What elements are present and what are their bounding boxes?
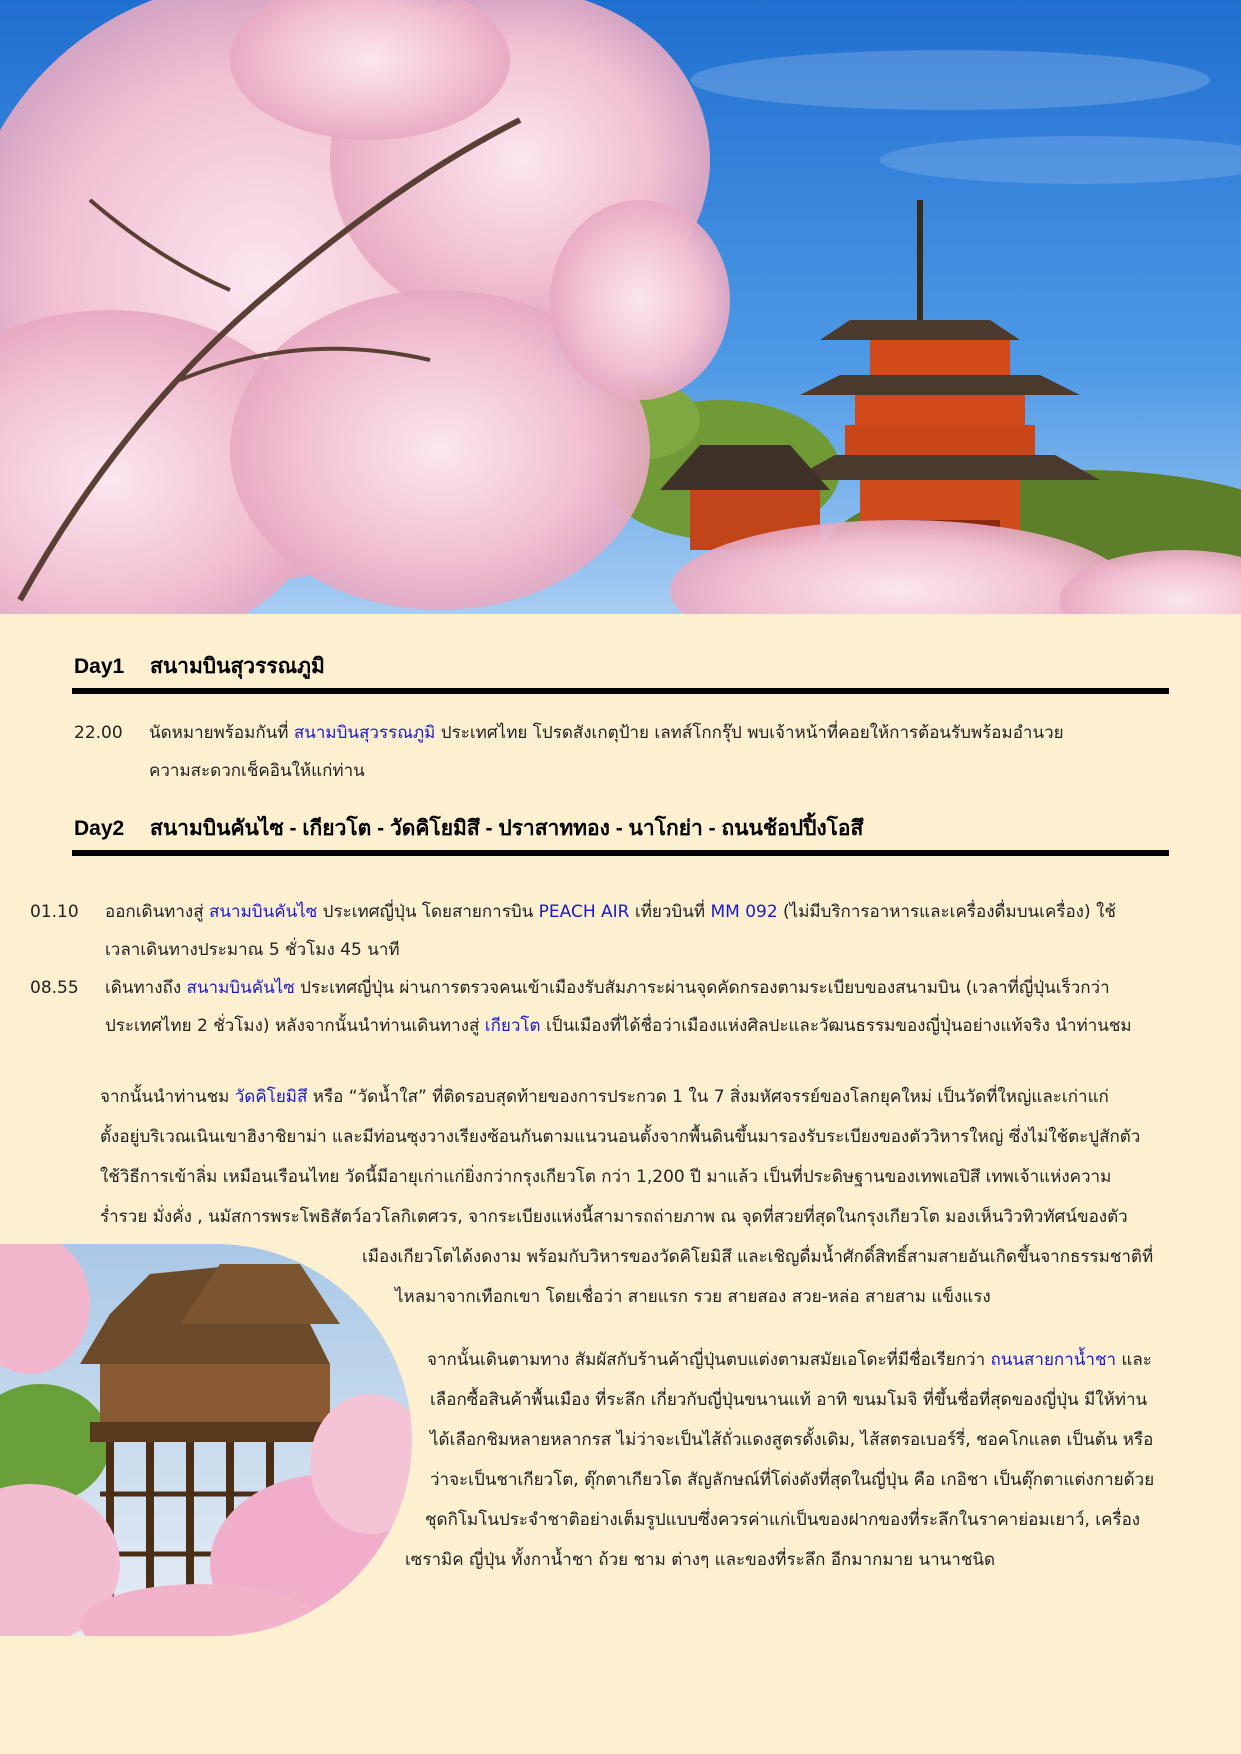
highlight-street: ถนนสายกาน้ำชา xyxy=(990,1350,1117,1370)
tea-road-description: จากนั้นเดินตามทาง สัมผัสกับร้านค้าญี่ปุ่นตบแต่งตามสมัยเอโดะที่มีชื่อเรียกว่า ถนนสายกาน้ำชา และ เลือกซื้อสินค้าพื้นเมือง ที่ระลึก เกี่ยวกับญี่ปุ่นขนานแท้ อาทิ ขนมโมจิ ที่ขึ้นชื่อที่สุดของญี่ปุ่น มีให้ท่าน ได้เลือกชิมหลายหลากรส ไม่ว่าจะเป็นไส้ถั่วแดงสูตรดั้งเดิม, ไส้สตรอเบอร์รี่, ชอคโกแลต เป็นต้น หรือ ว่าจะเป็นชาเกียวโต, ตุ๊กตาเกียวโต สัญลักษณ์ที่โด่งดังที่สุดในญี่ปุ่น คือ เกอิชา เป็นตุ๊กตาแต่งกายด้วย ชุดกิโมโนประจำชาติอย่างเต็มรูปแบบซึ่งควรค่าแก่เป็นของฝากของที่ระลึกในราคาย่อมเยาว์, เครื่อง เซรามิค ญี่ปุ่น ทั้งกาน้ำชา ถ้วย ชาม ต่างๆ และของที่ระลึก อีกมากมาย นานาชนิด xyxy=(405,1350,1155,1570)
highlight-flight: MM 092 xyxy=(710,902,778,922)
hero-cherry-blossom-pagoda-photo xyxy=(0,0,1241,614)
highlight-city: เกียวโต xyxy=(484,1016,541,1036)
highlight-place: สนามบินคันไซ xyxy=(209,902,318,922)
hero-image xyxy=(0,0,1241,614)
temple-photo-illustration xyxy=(0,1244,412,1636)
day1-entry-2200 xyxy=(74,714,1168,794)
day2-label: Day2 xyxy=(74,817,125,840)
entry-text: เดินทางถึง สนามบินคันไซ ประเทศญี่ปุ่น ผ่านการตรวจคนเข้าเมืองรับสัมภาระผ่านจุดคัดกรองตามระเบียบของสนามบิน (เวลาที่ญี่ปุ่นเร็วกว่า ประเทศไทย 2 ชั่วโมง) หลังจากนั้นนำท่านเดินทางสู่ เกียวโต เป็นเมืองที่ได้ชื่อว่าเมืองแห่งศิลปะและวัฒนธรรมของญี่ปุ่นอย่างแท้จริง นำท่านชม xyxy=(105,978,1132,1036)
entry-time: 08.55 xyxy=(30,978,79,998)
kiyomizu-temple-photo xyxy=(0,1244,412,1636)
day1-header xyxy=(74,650,1168,683)
highlight-airline: PEACH AIR xyxy=(538,902,630,922)
day1-label: Day1 xyxy=(74,655,125,678)
entry-text: ออกเดินทางสู่ สนามบินคันไซ ประเทศญี่ปุ่น โดยสายการบิน PEACH AIR เที่ยวบินที่ MM 092 (ไม่มีบริการอาหารและเครื่องดื่มบนเครื่อง) ใช้ เวลาเดินทางประมาณ 5 ชั่วโมง 45 นาที xyxy=(105,902,1116,960)
highlight-place: สนามบินสุวรรณภูมิ xyxy=(293,723,436,743)
day2-entry-0110 xyxy=(30,893,1196,973)
entry-time: 01.10 xyxy=(30,902,79,922)
day1-divider xyxy=(72,688,1169,694)
highlight-temple: วัดคิโยมิสึ xyxy=(234,1087,308,1107)
day1-title: สนามบินสุวรรณภูมิ xyxy=(150,655,325,678)
entry-time: 22.00 xyxy=(74,723,123,743)
highlight-place: สนามบินคันไซ xyxy=(186,978,295,998)
day2-divider xyxy=(72,850,1169,856)
entry-text: นัดหมายพร้อมกันที่ สนามบินสุวรรณภูมิ ประเทศไทย โปรดสังเกตุป้าย เลทส์โกกรุ๊ป พบเจ้าหน้าที่คอยให้การต้อนรับพร้อมอำนวย ความสะดวกเช็คอินให้แก่ท่าน xyxy=(149,723,1064,781)
day2-title: สนามบินคันไซ - เกียวโต - วัดคิโยมิสึ - ปราสาททอง - นาโกย่า - ถนนช้อปปิ้งโอสึ xyxy=(150,817,864,840)
day2-header xyxy=(74,812,1168,845)
kiyomizu-description: จากนั้นนำท่านชม วัดคิโยมิสึ หรือ “วัดน้ำใส” ที่ติดรอบสุดท้ายของการประกวด 1 ใน 7 สิ่งมหัศจรรย์ของโลกยุคใหม่ เป็นวัดที่ใหญ่และเก่าแก่ ตั้งอยู่บริเวณเนินเขาฮิงาชิยาม่า และมีท่อนซุงวางเรียงซ้อนกันตามแนวนอนตั้งจากพื้นดินขึ้นมารองรับระเบียงของตัววิหารใหญ่ ซึ่งไม่ใช้ตะปูสักตัว ใช้วิธีการเข้าลิ่ม เหมือนเรือนไทย วัดนี้มีอายุเก่าแก่ยิ่งกว่ากรุงเกียวโต กว่า 1,200 ปี มาแล้ว เป็นที่ประดิษฐานของเทพเอปิสึ เทพเจ้าแห่งความ ร่ำรวย มั่งคั่ง , นมัสการพระโพธิสัตว์อวโลกิเตศวร, จากระเบียงแห่งนี้สามารถถ่ายภาพ ณ จุดที่สวยที่สุดในกรุงเกียวโต มองเห็นวิวทิวทัศน์ของตัว เมืองเกียวโตได้งดงาม พร้อมกับวิหารของวัดคิโยมิสึ และเชิญดื่มน้ำศักดิ์สิทธิ์สามสายอันเกิดขึ้นจากธรรมชาติที่ ไหลมาจากเทือกเขา โดยเชื่อว่า สายแรก รวย สายสอง สวย-หล่อ สายสาม แข็งแรง xyxy=(100,1087,1154,1307)
day2-entry-0855 xyxy=(30,969,1196,1049)
